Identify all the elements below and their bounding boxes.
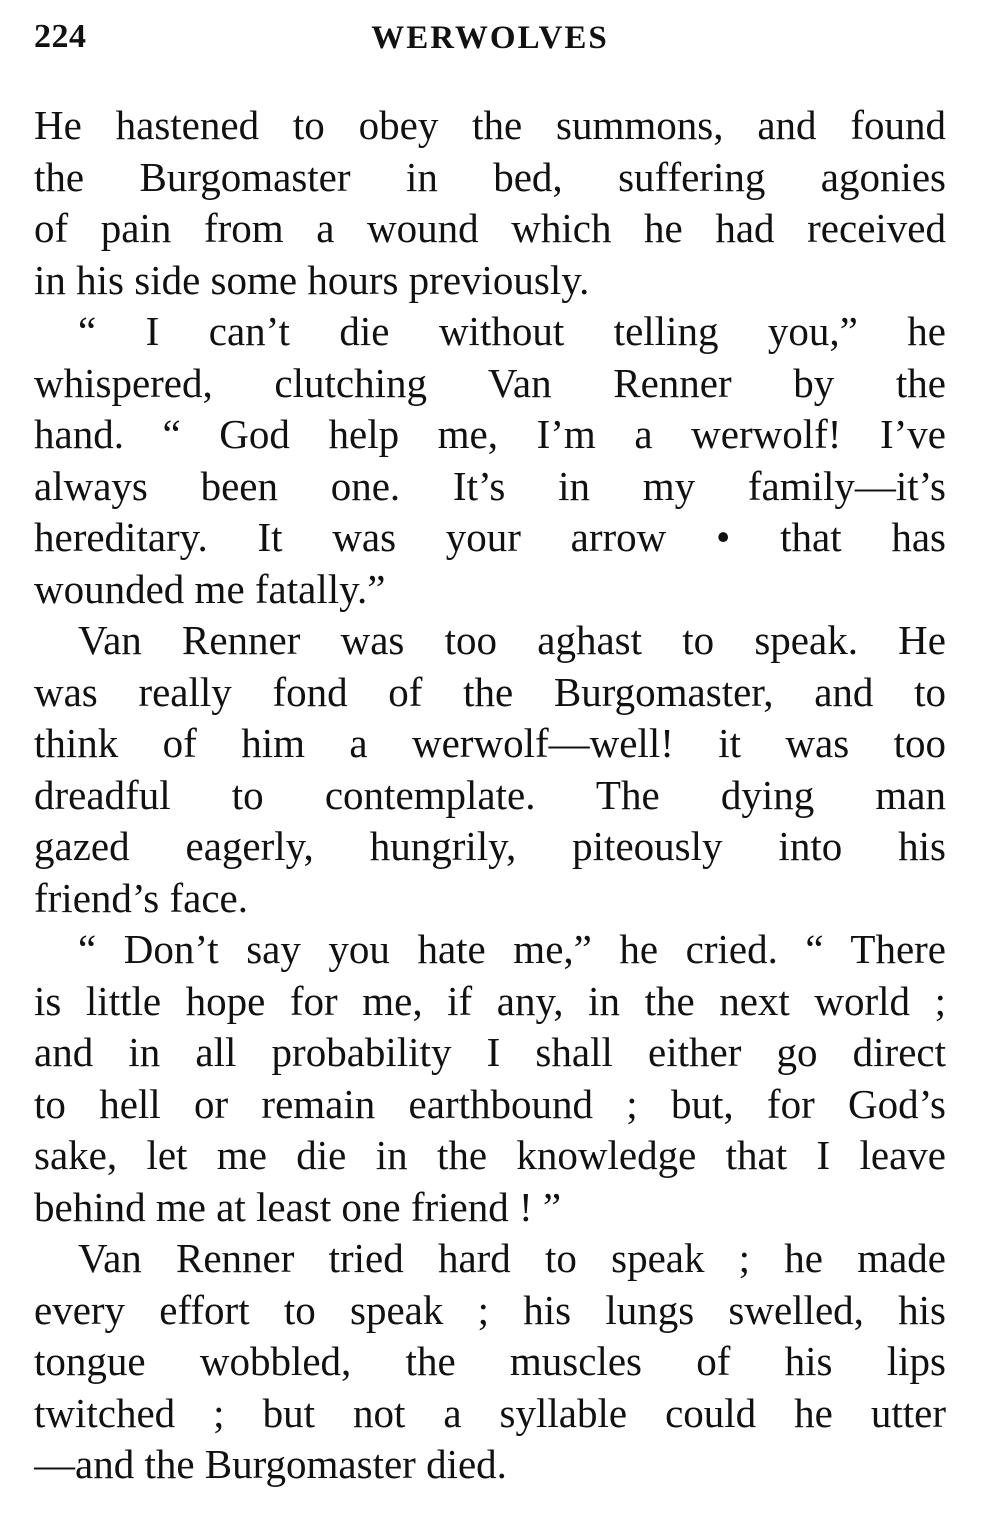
paragraph <box>34 615 946 924</box>
body-text <box>34 100 946 1491</box>
text-line: gazed eagerly, hungrily, piteously into his <box>34 823 946 869</box>
text-line: hereditary. It was your arrow • that has <box>34 514 946 560</box>
text-line: of pain from a wound which he had received <box>34 205 946 251</box>
text-line: to hell or remain earthbound ; but, for God’s <box>34 1080 946 1127</box>
text-line: twitched ; but not a syllable could he utter <box>34 1389 946 1436</box>
text-line: was really fond of the Burgomaster, and to <box>34 668 946 715</box>
text-line: sake, let me die in the knowledge that I leave <box>34 1132 946 1178</box>
text-line: is little hope for me, if any, in the next world ; <box>34 977 946 1024</box>
paragraph <box>34 924 946 1233</box>
text-line: every effort to speak ; his lungs swelled, his <box>34 1286 946 1333</box>
text-line: friend’s face. <box>34 874 248 921</box>
running-title: WERWOLVES <box>371 20 609 56</box>
text-line: “ I can’t die without telling you,” he <box>78 308 946 354</box>
text-line: behind me at least one friend ! ” <box>34 1183 562 1230</box>
text-line: whispered, clutching Van Renner by the <box>34 359 946 406</box>
text-line: wounded me fatally.” <box>34 565 386 612</box>
text-line: think of him a werwolf—well! it was too <box>34 720 946 766</box>
text-line: dreadful to contemplate. The dying man <box>34 771 946 818</box>
text-line: and in all probability I shall either go direct <box>34 1029 946 1075</box>
text-line: —and the Burgomaster died. <box>34 1441 507 1487</box>
running-head <box>34 18 946 68</box>
text-line: Van Renner was too aghast to speak. He <box>78 617 946 663</box>
paragraph <box>34 100 946 306</box>
text-line: always been one. It’s in my family—it’s <box>34 462 946 509</box>
text-line: tongue wobbled, the muscles of his lips <box>34 1338 946 1384</box>
text-line: the Burgomaster in bed, suffering agonies <box>34 153 946 200</box>
text-line: in his side some hours previously. <box>34 256 590 303</box>
text-line: hand. “ God help me, I’m a werwolf! I’ve <box>34 411 946 457</box>
paragraph <box>34 1233 946 1491</box>
text-line: “ Don’t say you hate me,” he cried. “ There <box>78 926 946 972</box>
text-line: Van Renner tried hard to speak ; he made <box>78 1235 946 1281</box>
paragraph <box>34 306 946 615</box>
page-number: 224 <box>34 18 87 55</box>
text-line: He hastened to obey the summons, and found <box>34 102 946 148</box>
